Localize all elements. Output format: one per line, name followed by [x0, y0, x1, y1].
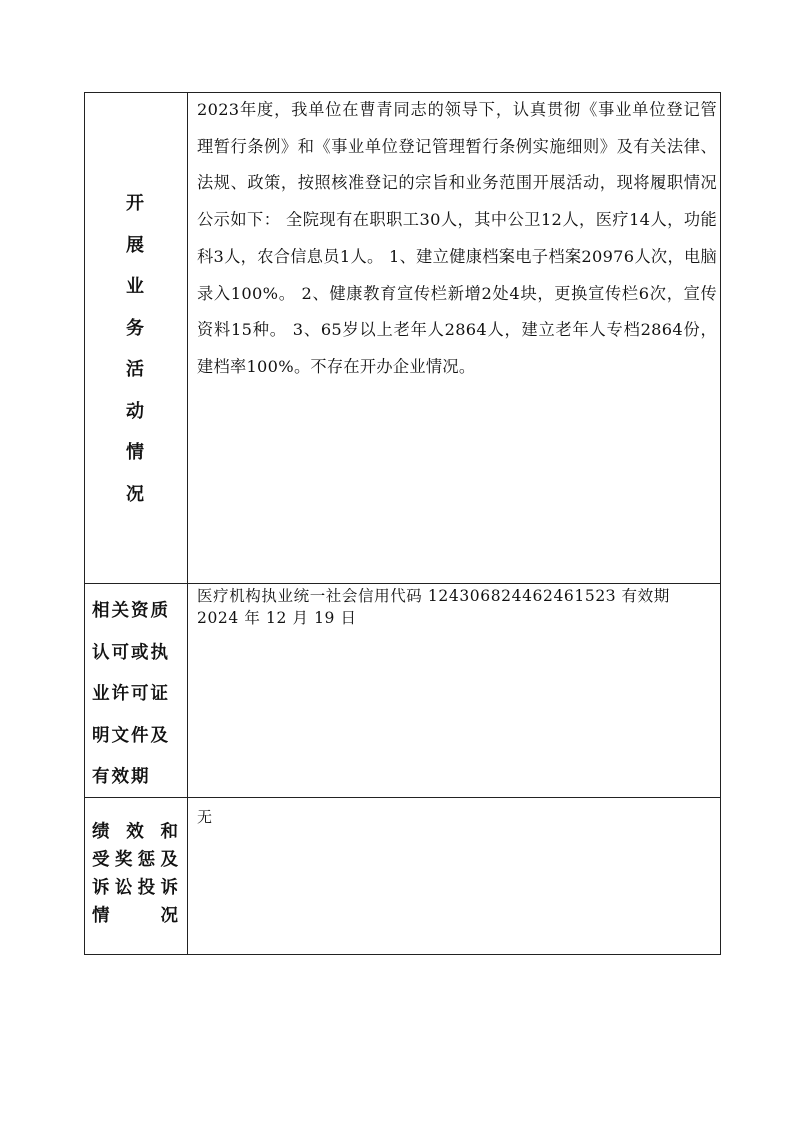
label-char: 况: [126, 483, 144, 505]
label-line: 诉 讼 投 诉: [92, 878, 178, 898]
column-divider: [187, 92, 188, 955]
label-char: 开: [126, 193, 144, 214]
label-line: 明文件及: [92, 725, 170, 746]
validity-date-line: 2024 年 12 月 19 日: [197, 609, 357, 627]
label-line: 相关资质: [92, 601, 170, 621]
label-char: 务: [126, 317, 144, 339]
performance-label: [92, 818, 178, 930]
label-char: 动: [126, 400, 144, 422]
performance-content: 无: [197, 808, 213, 826]
business-activities-label: [110, 183, 160, 515]
business-activities-content: 2023年度，我单位在曹青同志的领导下，认真贯彻《事业单位登记管理暂行条例》和《事业单位登记管理暂行条例实施细则》及有关法律、法规、政策，按照核准登记的宗旨和业务范围开展活动，现将履职情况公示如下： 全院现有在职职工30人，其中公卫12人，医疗14人，功能科3人，农合信息员1人。 1、建立健康档案电子档案20976人次，电脑录入100%。 2、健康教育宣传栏新增2处4块，更换宣传栏6次，宣传资料15种。 3、65岁以上老年人2864人，建立老年人专档2864份，建档率100%。不存在开办企业情况。: [197, 100, 717, 376]
label-char: 活: [126, 359, 144, 380]
license-code-line: 医疗机构执业统一社会信用代码 12430682446246152З 有效期: [197, 587, 670, 605]
label-char: 情: [126, 442, 144, 463]
label-line: 认可或执: [92, 642, 170, 663]
qualification-label: [92, 591, 184, 799]
label-line: 有效期: [92, 767, 151, 787]
label-char: 展: [126, 234, 144, 256]
label-line: 情 况: [92, 906, 178, 926]
label-char: 业: [126, 276, 144, 297]
qualification-content: [197, 585, 717, 629]
label-line: 受 奖 惩 及: [92, 850, 178, 870]
label-line: 绩 效 和: [92, 822, 178, 842]
label-line: 业许可证: [92, 684, 170, 704]
row-divider: [84, 583, 721, 584]
